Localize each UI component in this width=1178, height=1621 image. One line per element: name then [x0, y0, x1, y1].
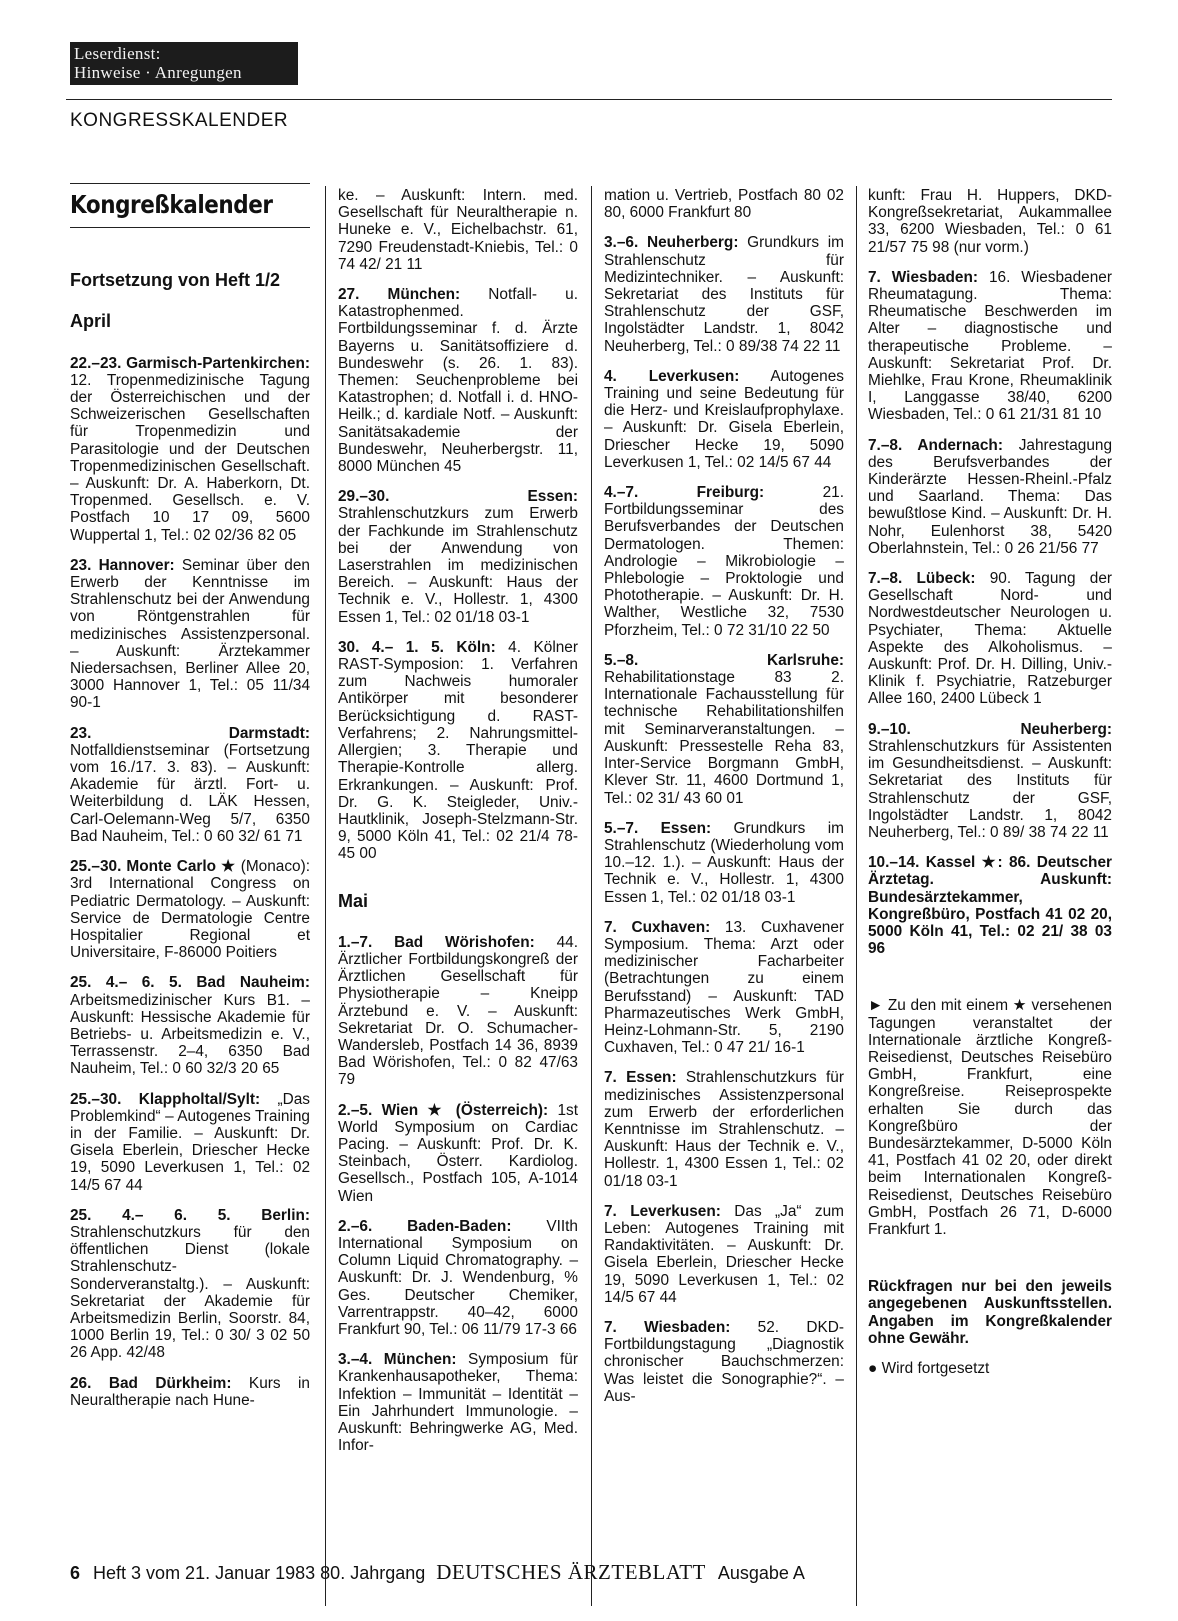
event-date-place: 26. Bad Dürkheim: [70, 1374, 232, 1392]
event-entry [604, 234, 844, 354]
event-date-place: 25.–30. Monte Carlo ★ [70, 858, 236, 876]
event-entry [70, 355, 310, 544]
event-details: Das „Ja“ zum Leben: Autogenes Training mit Randaktivitäten. – Auskunft: Dr. Gisela Eberlein, Driescher Hecke 19, 5090 Leverkusen 1, Tel.: 02 14/5 67 44 [604, 1202, 845, 1306]
event-details: mation u. Vertrieb, Postfach 80 02 80, 6000 Frankfurt 80 [604, 187, 844, 222]
leserdienst-banner [70, 42, 298, 85]
event-entry [338, 187, 578, 273]
event-details: 16. Wiesbadener Rheumatagung. Thema: Rheumatische Beschwerden im Alter – diagnostische und therapeutische Probleme. – Auskunft: Sekretariat Prof. Dr. Miehlke, Frau Krone, Rheumaklinik I, Langgasse 38/40, 6200 Wiesbaden, Tel.: 0 61 21/31 81 10 [868, 268, 1112, 424]
page-number: 6 [70, 1563, 81, 1583]
event-date-place: 23. Darmstadt: [70, 724, 310, 742]
event-details: Seminar über den Erwerb der Kenntnisse im Strahlenschutz bei der Anwendung von Röntgenstrahlen für medizinisches Assistenzpersonal. – Auskunft: Ärztekammer Niedersachsen, Berliner Allee 20, 3000 Hannover 1, Tel.: 05 11/34 90-1 [70, 556, 310, 712]
event-date-place: 7. Cuxhaven: [604, 918, 711, 936]
event-list [604, 187, 844, 1405]
event-date-place: 25.–30. Klappholtal/Sylt: [70, 1090, 261, 1108]
column-2 [338, 187, 578, 1467]
event-date-place: 4.–7. Freiburg: [604, 484, 765, 502]
event-date-place: 7. Essen: [604, 1069, 677, 1087]
event-entry [604, 1319, 844, 1405]
section-title: KONGRESSKALENDER [70, 110, 289, 131]
event-entry [868, 269, 1112, 424]
event-date-place: 7. Leverkusen: [604, 1202, 721, 1220]
event-details: (Monaco): 3rd International Congress on Pediatric Dermatology. – Auskunft: Service de Dermatologie Centre Hospitalier Regional et Universitaire, F-86000 Poitiers [70, 858, 311, 962]
event-details: Strahlenschutzkurs für medizinisches Assistenzpersonal zum Erwerb der erforderlichen Kenntnisse im Strahlenschutz. – Auskunft: Haus der Technik e. V., Hollestr. 1, 4300 Essen 1, Tel.: 02 01/18 03-1 [604, 1069, 844, 1190]
event-details: Rehabilitationstage 83 2. Internationale Fachausstellung für technische Rehabilitationshilfen mit Seminarveranstaltungen. – Auskunft: Pressestelle Reha 83, Inter-Service Borgmann GmbH, Klever Str. 11, 4600 Dortmund 1, Tel.: 02 31/ 43 60 01 [604, 669, 844, 807]
edition: Ausgabe A [717, 1563, 805, 1583]
event-entry [70, 974, 310, 1077]
event-details: 13. Cuxhavener Symposium. Thema: Arzt oder medizinischer Facharbeiter (Betrachtungen zu einem Berufsstand) – Auskunft: TAD Pharmazeutisches Werk GmbH, Heinz-Lohmann-Str. 5, 2190 Cuxhaven, Tel.: 0 47 21/ 16-1 [604, 918, 844, 1057]
event-details: 4. Kölner RAST-Symposion: 1. Verfahren zum Nachweis humoraler Antikörper mit besonderer Berücksichtigung d. RAST-Verfahrens; 2. Nahrungsmittel-Allergien; 3. Therapie und Therapie-Kontrolle allerg. Erkrankungen. – Auskunft: Prof. Dr. G. K. Steigleder, Univ.-Hautklinik, Joseph-Stelzmann-Str. 9, 5000 Köln 41, Tel.: 02 21/4 78-45 00 [338, 638, 578, 863]
event-date-place: 10.–14. Kassel ★: 86. Deutscher Ärztetag. Auskunft: Bundesärztekammer, Kongreßbüro, Postfach 41 02 20, 5000 Köln 41, Tel.: 02 21/ 38 03 96 [868, 854, 1112, 958]
issue-info: Heft 3 vom 21. Januar 1983 80. Jahrgang [93, 1563, 426, 1583]
event-date-place: 2.–5. Wien ★ (Österreich): [338, 1101, 549, 1119]
event-details: Jahrestagung des Berufsverbandes der Kinderärzte Hessen-Rheinl.-Pfalz und Saarland. Thema: Das bewußtlose Kind. – Auskunft: Dr. H. Nohr, Eulenhorst 38, 5420 Oberlahnstein, Tel.: 0 26 21/56 77 [868, 436, 1112, 557]
column-1 [70, 183, 310, 1422]
event-details: 1st World Symposium on Cardiac Pacing. – Auskunft: Prof. Dr. K. Steinbach, Österr. Kardiolog. Gesellsch., Postfach 105, A-1014 Wien [338, 1101, 578, 1205]
event-date-place: 27. München: [338, 286, 461, 304]
event-date-place: 7.–8. Andernach: [868, 436, 1003, 454]
event-date-place: 29.–30. Essen: [338, 488, 578, 506]
event-entry [338, 1218, 578, 1338]
event-entry [338, 934, 578, 1089]
event-date-place: 7.–8. Lübeck: [868, 570, 976, 588]
event-details: Notfall- u. Katastrophenmed. Fortbildungsseminar f. d. Ärzte Bayerns u. Sanitätsoffiziere d. Bundeswehr (s. 26. 1. 83). Themen: Seuchenprobleme bei Katastrophen; d. Notfall i. d. HNO-Heilk.; d. kardiale Notf. – Auskunft: Sanitätsakademie der Bundeswehr, Neuherbergstr. 11, 8000 München 45 [338, 286, 579, 476]
article-title: Kongreßkalender [70, 190, 273, 219]
event-date-place: 25. 4.– 6. 5. Berlin: [70, 1206, 310, 1224]
event-date-place: 7. Wiesbaden: [604, 1318, 731, 1336]
event-entry [604, 652, 844, 807]
event-details: Notfalldienstseminar (Fortsetzung vom 16./17. 3. 83). – Auskunft: Akademie für ärztl. Fort- u. Weiterbildung d. LÄK Hessen, Carl-Oelemann-Weg 5/7, 6350 Bad Nauheim, Tel.: 0 60 32/ 61 71 [70, 741, 310, 845]
event-date-place: 5.–8. Karlsruhe: [604, 651, 844, 669]
event-entry [338, 1351, 578, 1454]
event-details: Strahlenschutzkurs für den öffentlichen Dienst (lokale Strahlenschutz-Sonderveranstaltg.). – Auskunft: Sekretariat der Akademie für Arbeitsmedizin Berlin, Soorstr. 84, 1000 Berlin 19, Tel.: 0 30/ 3 02 50 26 App. 42/48 [70, 1223, 310, 1362]
title-rule-bottom [70, 227, 310, 228]
disclaimer: Rückfragen nur bei den jeweils angegebenen Auskunftsstellen. Angaben im Kongreßkalender ohne Gewähr. [868, 1278, 1112, 1347]
event-entry [338, 1102, 578, 1205]
event-details: Autogenes Training und seine Bedeutung für die Herz- und Kreislaufprophylaxe. – Auskunft: Dr. Gisela Eberlein, Driescher Hecke 19, 5090 Leverkusen 1, Tel.: 02 14/5 67 44 [604, 367, 844, 471]
header-rule [66, 99, 1112, 100]
event-entry [70, 1091, 310, 1194]
event-date-place: 4. Leverkusen: [604, 367, 740, 385]
event-entry [868, 187, 1112, 256]
event-entry [604, 187, 844, 221]
event-entry [604, 484, 844, 639]
event-details: 90. Tagung der Gesellschaft Nord- und Nordwestdeutscher Neurologen u. Psychiater, Thema: Aktuelle Aspekte des Alkoholismus. – Auskunft: Prof. Dr. H. Dilling, Univ.-Klinik f. Psychiatrie, Ratzeburger Allee 160, 2400 Lübeck 1 [868, 570, 1112, 708]
event-details: 12. Tropenmedizinische Tagung der Österreichischen und der Schweizerischen Gesellschaften für Tropenmedizin und Parasitologie und der Deutschen Tropenmedizinischen Gesellschaft. – Auskunft: Dr. A. Haberkorn, Dt. Tropenmed. Gesellsch. e. V. Postfach 10 17 09, 5600 Wuppertal 1, Tel.: 02 02/36 82 05 [70, 371, 310, 544]
event-entry [70, 725, 310, 845]
event-details: 44. Ärztlicher Fortbildungskongreß der Ärztlichen Gesellschaft für Physiotherapie – Kneipp Ärztebund e. V. – Auskunft: Sekretariat Dr. O. Schumacher-Wandersleb, Postfach 14 36, 8939 Bad Wörishofen, Tel.: 0 82 47/63 79 [338, 933, 579, 1089]
event-date-place: 3.–6. Neuherberg: [604, 234, 739, 252]
month-heading-april: April [70, 311, 112, 332]
event-date-place: 7. Wiesbaden: [868, 268, 979, 286]
event-entry [70, 557, 310, 712]
event-details: Kurs in Neuraltherapie nach Hune- [70, 1374, 310, 1409]
event-details: Grundkurs im Strahlenschutz (Wiederholung vom 10.–12. 1.). – Auskunft: Haus der Technik e. V., Hollestr. 1, 4300 Essen 1, Tel.: 02 01/18 03-1 [604, 819, 844, 906]
page-footer [70, 1560, 805, 1585]
event-date-place: 5.–7. Essen: [604, 819, 712, 837]
month-heading-mai: Mai [338, 890, 369, 911]
column-divider [856, 186, 857, 1606]
title-rule-top [70, 183, 310, 184]
event-entry [604, 1203, 844, 1306]
event-list [70, 355, 310, 1409]
event-entry [868, 437, 1112, 557]
event-date-place: 9.–10. Neuherberg: [868, 720, 1112, 738]
event-entry [604, 368, 844, 471]
event-details: 52. DKD-Fortbildungstagung „Diagnostik chronischer Bauchschmerzen: Was leistet die Sonographie?“. – Aus- [604, 1318, 844, 1405]
event-date-place: 22.–23. Garmisch-Partenkirchen: [70, 354, 310, 372]
event-details: Symposium für Krankenhausapotheker, Thema: Infektion – Immunität – Identität – Ein Jahrhundert Immunologie. – Auskunft: Behringwerke AG, Med. Infor- [338, 1351, 578, 1455]
column-4 [868, 187, 1112, 1390]
event-date-place: 2.–6. Baden-Baden: [338, 1217, 512, 1235]
event-entry [338, 639, 578, 863]
event-entry [338, 488, 578, 626]
article-subtitle: Fortsetzung von Heft 1/2 [70, 270, 281, 291]
event-date-place: 25. 4.– 6. 5. Bad Nauheim: [70, 974, 310, 992]
event-details: Arbeitsmedizinischer Kurs B1. – Auskunft: Hessische Akademie für Betriebs- u. Arbeitsmedizin e. V., Terrassenstr. 2–4, 6350 Bad Nauheim, Tel.: 0 60 32/3 20 65 [70, 991, 310, 1078]
event-entry [70, 1375, 310, 1409]
event-entry [868, 854, 1112, 957]
column-divider [591, 186, 592, 1606]
event-details: Grundkurs im Strahlenschutz für Medizintechniker. – Auskunft: Sekretariat des Instituts für Strahlenschutz der GSF, Ingolstädter Landstr. 1, 8042 Neuherberg, Tel.: 0 89/38 74 22 11 [604, 234, 844, 355]
event-entry [868, 570, 1112, 708]
column-3 [604, 187, 844, 1418]
banner-line-2: Hinweise · Anregungen [74, 63, 242, 82]
banner-line-1: Leserdienst: [74, 44, 161, 63]
event-date-place: 23. Hannover: [70, 556, 175, 574]
event-entry [604, 820, 844, 906]
event-entry [70, 1207, 310, 1362]
event-list [338, 187, 578, 863]
continued-marker: ● Wird fortgesetzt [868, 1359, 990, 1377]
event-details: kunft: Frau H. Huppers, DKD-Kongreßsekretariat, Aukammallee 33, 6200 Wiesbaden, Tel.: 0 61 21/57 75 98 (nur vorm.) [868, 187, 1112, 256]
column-divider [325, 186, 326, 1606]
event-date-place: 30. 4.– 1. 5. Köln: [338, 638, 496, 656]
event-list [868, 187, 1112, 957]
event-date-place: 1.–7. Bad Wörishofen: [338, 933, 535, 951]
event-details: Strahlenschutzkurs zum Erwerb der Fachkunde im Strahlenschutz bei der Anwendung von Laserstrahlen im medizinischen Bereich. – Auskunft: Haus der Technik e. V., Hollestr. 1, 4300 Essen 1, Tel.: 02 01/18 03-1 [338, 505, 578, 626]
event-entry [868, 721, 1112, 841]
event-entry [604, 1069, 844, 1189]
event-list [338, 934, 578, 1455]
event-details: 21. Fortbildungsseminar des Berufsverbandes der Deutschen Dermatologen. Themen: Andrologie – Mikrobiologie – Phlebologie – Proktologie und Phototherapie. – Auskunft: Dr. H. Walther, Westliche 32, 7530 Pforzheim, Tel.: 0 72 31/10 22 50 [604, 484, 844, 639]
congress-travel-note: ► Zu den mit einem ★ versehenen Tagungen veranstaltet der Internationale ärztliche Kongreß-Reisedienst, Deutsches Reisebüro GmbH, Frankfurt, eine Kongreßreise. Reiseprospekte erhalten Sie durch das Kongreßbüro der Bundesärztekammer, D-5000 Köln 41, Postfach 41 02 20, oder direkt beim Internationalen Kongreß-Reisedienst, Deutsches Reisebüro GmbH, Postfach 26 71, D-6000 Frankfurt 1. [868, 997, 1112, 1238]
event-details: VIIth International Symposium on Column Liquid Chromatography. – Auskunft: Dr. J. Wendenburg, % Ges. Deutscher Chemiker, Varrentrappstr. 40–42, 6000 Frankfurt 90, Tel.: 06 11/79 17-3 66 [338, 1217, 578, 1338]
event-date-place: 3.–4. München: [338, 1351, 457, 1369]
magazine-name: DEUTSCHES ÄRZTEBLATT [436, 1560, 706, 1584]
event-entry [70, 858, 310, 961]
event-details: ke. – Auskunft: Intern. med. Gesellschaft für Neuraltherapie n. Huneke e. V., Eichelbachstr. 61, 7290 Freudenstadt-Kniebis, Tel.: 0 74 42/ 21 11 [338, 187, 578, 273]
event-entry [604, 919, 844, 1057]
event-details: Strahlenschutzkurs für Assistenten im Gesundheitsdienst. – Auskunft: Sekretariat des Instituts für Strahlenschutz der GSF, Ingolstädter Landstr. 1, 8042 Neuherberg, Tel.: 0 89/ 38 74 22 11 [868, 737, 1112, 841]
event-details: „Das Problemkind“ – Autogenes Training in der Familie. – Auskunft: Dr. Gisela Eberlein, Driescher Hecke 19, 5090 Leverkusen 1, Tel.: 02 14/5 67 44 [70, 1090, 310, 1194]
event-entry [338, 286, 578, 475]
